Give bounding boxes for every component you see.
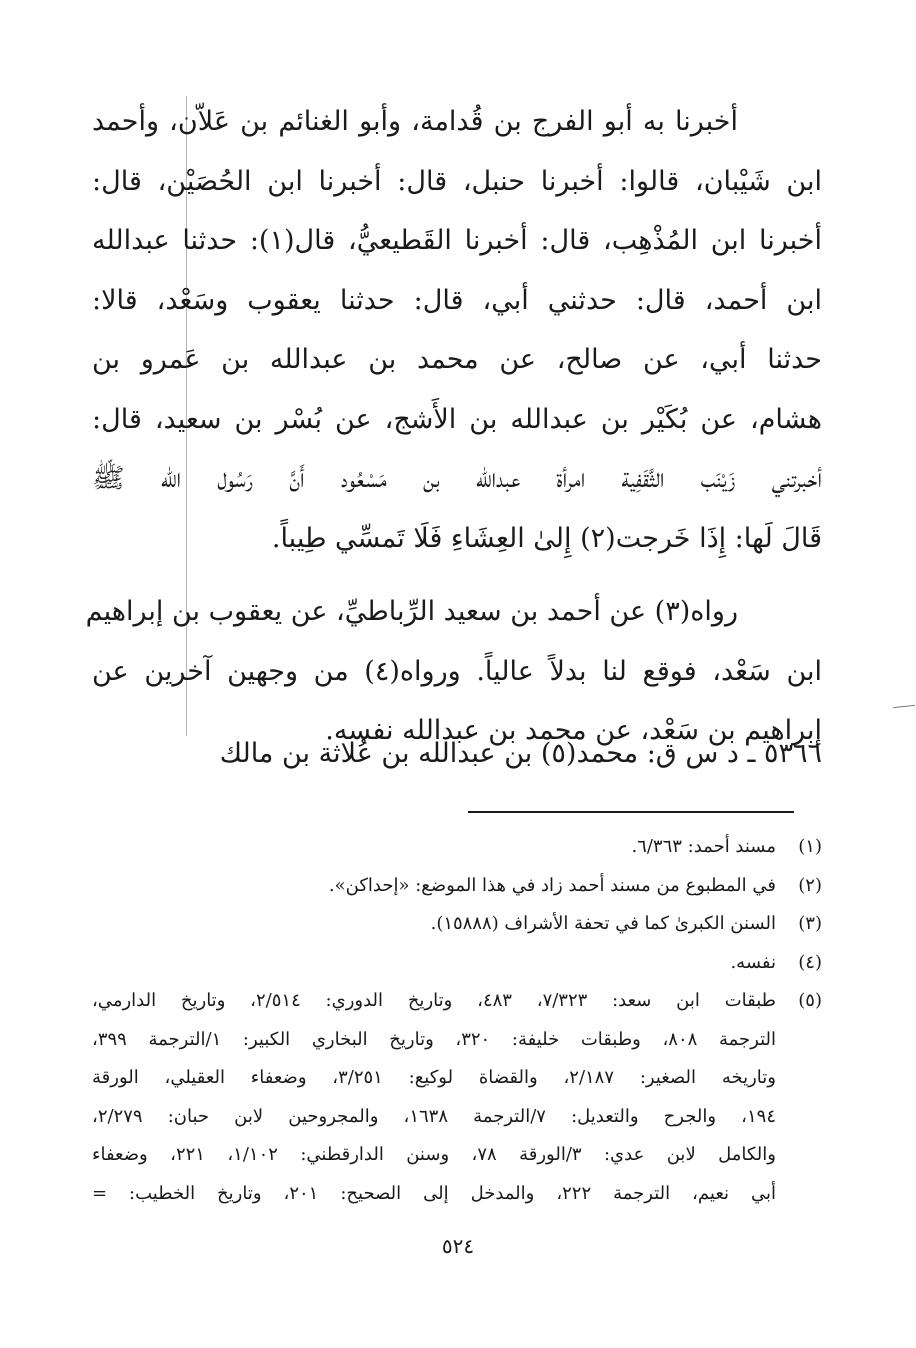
paragraph-gap	[92, 568, 822, 582]
footnotes	[92, 828, 822, 1213]
footnote-line: في المطبوع من مسند أحمد زاد في هذا الموضع: «إحداكن».	[328, 874, 776, 896]
footnote-line: السنن الكبرىٰ كما في تحفة الأشراف (١٥٨٨٨).	[430, 913, 776, 934]
footnote-line: الترجمة ٨٠٨، وطبقات خليفة: ٣٢٠، وتاريخ البخاري الكبير: ١/الترجمة ٣٩٩،	[92, 1028, 776, 1050]
footnote-line: مسند أحمد: ٦/٣٦٣.	[631, 836, 776, 857]
footnote-body	[92, 828, 776, 867]
footnote-line: والكامل لابن عدي: ٣/الورقة ٧٨، وسنن الدارقطني: ١/١٠٢، ٢٢١، وضعفاء	[92, 1144, 776, 1165]
page-number: ٥٢٤	[441, 1234, 475, 1258]
text-line: قَالَ لَها: إِذَا خَرجت(٢) إِلىٰ العِشَاءِ فَلَا تَمسِّي طِيباً.	[271, 522, 822, 554]
footnote-body	[92, 867, 776, 906]
footnote-body	[92, 982, 776, 1213]
text-line: إبراهيم بن سَعْد، عن محمد بن عبدالله نفسه.	[325, 715, 822, 746]
scan-margin-mark	[893, 705, 915, 708]
text-line: حدثنا أبي، عن صالح، عن محمد بن عبدالله بن عَمرو بن	[92, 344, 822, 375]
footnote-line: طبقات ابن سعد: ٧/٣٢٣، ٤٨٣، وتاريخ الدوري: ٢/٥١٤، وتاريخ الدارمي،	[92, 990, 776, 1011]
main-text	[85, 92, 823, 761]
text-line: ابن أحمد، قال: حدثني أبي، قال: حدثنا يعقوب وسَعْد، قالا:	[92, 284, 822, 316]
footnote-number: (٤)	[798, 951, 822, 973]
footnote-line: ١٩٤، والجرح والتعديل: ٧/الترجمة ١٦٣٨، والمجروحين لابن حبان: ٢/٢٧٩،	[92, 1105, 776, 1127]
footnote-body	[92, 905, 776, 944]
footnote-separator	[468, 811, 794, 813]
footnote-line: أبي نعيم، الترجمة ٢٢٢، والمدخل إلى الصحيح: ٢٠١، وتاريخ الخطيب: =	[92, 1182, 777, 1204]
footnote-1	[92, 828, 822, 867]
footnote-body	[92, 944, 776, 983]
text-line: ابن شَيْبان، قالوا: أخبرنا حنبل، قال: أخبرنا ابن الحُصَيْن، قال:	[92, 165, 822, 197]
footnote-line: وتاريخه الصغير: ٢/١٨٧، والقضاة لوكيع: ٣/٢٥١، وضعفاء العقيلي، الورقة	[92, 1067, 776, 1088]
footnote-2	[92, 867, 822, 906]
entry-heading: ٥٣٦٦ ـ د س ق: محمد(٥) بن عبدالله بن عُلاثة بن مالك	[219, 738, 822, 769]
footnote-3	[92, 905, 822, 944]
footnote-line: نفسه.	[730, 951, 776, 973]
footnote-number: (٥)	[798, 990, 822, 1011]
text-line: أخبرنا ابن المُذْهِب، قال: أخبرنا القَطيعيُّ، قال(١): حدثنا عبدالله	[92, 225, 822, 256]
text-line: أخبرنا به أبو الفرج بن قُدامة، وأبو الغنائم بن عَلاّن، وأحمد	[92, 106, 738, 137]
footnote-5	[92, 982, 822, 1213]
text-line: أخبرتني زَيْنَب الثَّقَفِية امرأة عبدالله بن مَسْعُود أَنَّ رَسُول الله ﷺ	[92, 463, 822, 494]
footnote-4	[92, 944, 822, 983]
paragraph-1	[92, 92, 822, 568]
footnote-number: (١)	[798, 836, 822, 857]
text-line: رواه(٣) عن أحمد بن سعيد الرِّباطيِّ، عن يعقوب بن إبراهيم	[85, 596, 738, 627]
footnote-number: (٣)	[798, 913, 822, 934]
text-line: ابن سَعْد، فوقع لنا بدلاً عالياً. ورواه(٤) من وجهين آخرين عن	[92, 655, 823, 687]
footnote-number: (٢)	[798, 874, 822, 896]
text-line: هشام، عن بُكَيْر بن عبدالله بن الأَشج، عن بُسْر بن سعيد، قال:	[92, 403, 822, 435]
